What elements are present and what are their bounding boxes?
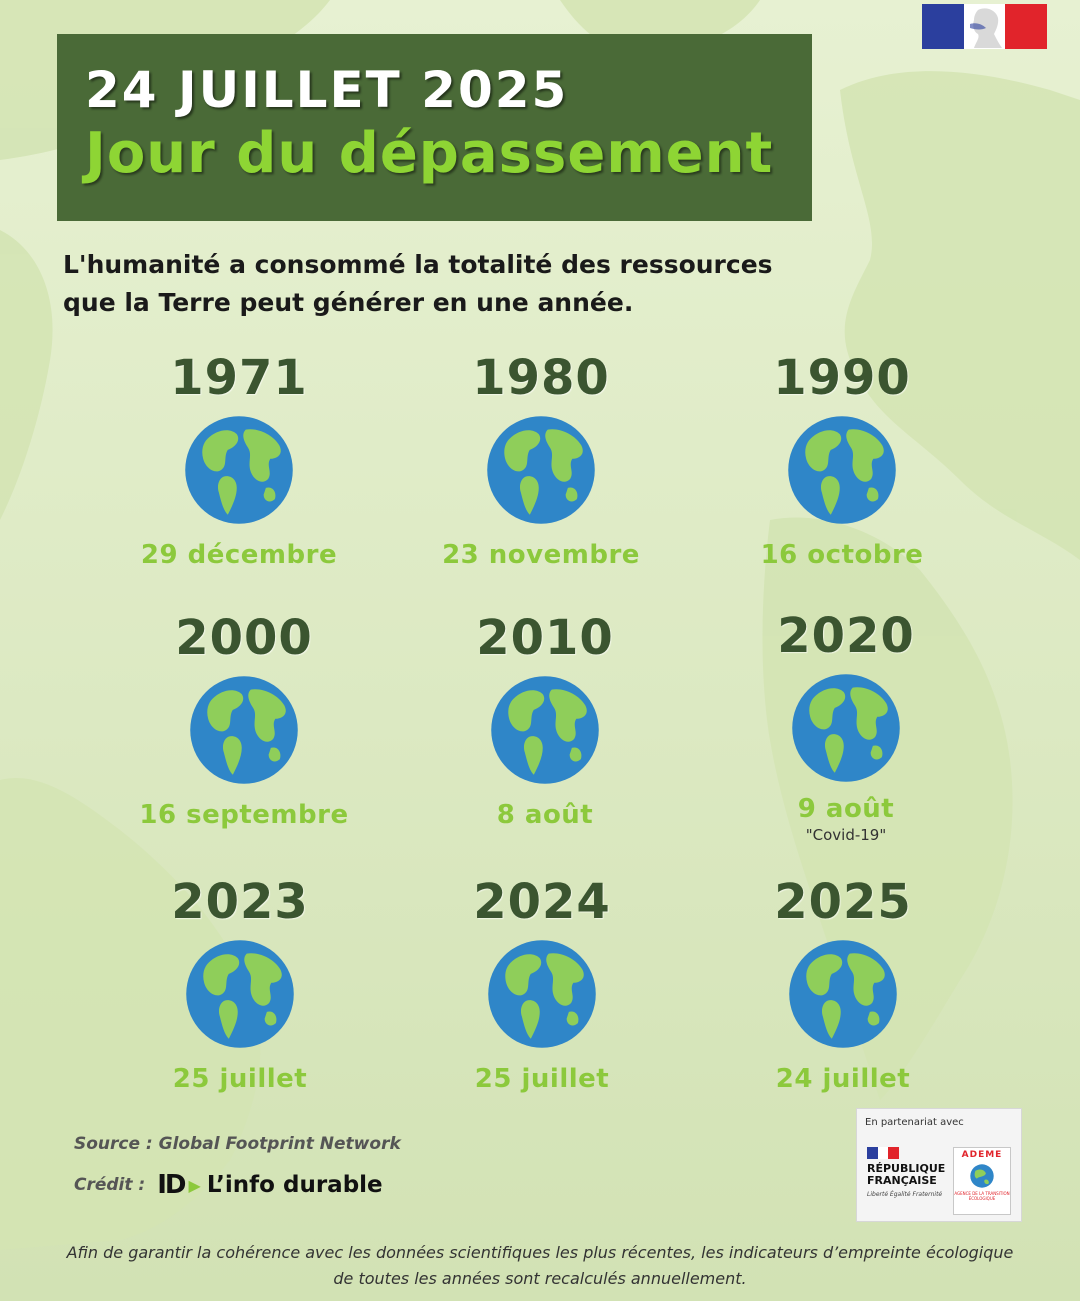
- republique-francaise-logo: [867, 1147, 951, 1198]
- timeline-item: [693, 874, 993, 1096]
- info-durable-logo-icon: [157, 1170, 382, 1200]
- globe-icon: [184, 938, 296, 1050]
- footnote-line-2: de toutes les années sont recalculés annuellement.: [333, 1269, 747, 1288]
- partner-lead: En partenariat avec: [865, 1117, 964, 1128]
- ademe-logo-icon: [953, 1147, 1011, 1215]
- ademe-name: ADEME: [961, 1150, 1003, 1160]
- intro-line-2: que la Terre peut générer en une année.: [63, 288, 634, 317]
- credit-label: Crédit :: [74, 1175, 146, 1195]
- overshoot-date: 29 décembre: [140, 540, 338, 570]
- ademe-subtitle: AGENCE DE LA TRANSITION ÉCOLOGIQUE: [954, 1191, 1010, 1201]
- overshoot-date: 16 septembre: [139, 800, 349, 830]
- credit-line: [74, 1170, 383, 1200]
- overshoot-date: 8 août: [496, 800, 594, 830]
- overshoot-date: 9 août: [797, 794, 895, 824]
- year-label: 2023: [171, 874, 309, 930]
- rf-line-2: FRANÇAISE: [867, 1174, 937, 1187]
- year-label: 2024: [473, 874, 611, 930]
- globe-icon: [790, 672, 902, 784]
- partner-box: [856, 1108, 1022, 1222]
- globe-icon: [787, 938, 899, 1050]
- rf-motto: Liberté Égalité Fraternité: [867, 1191, 943, 1198]
- intro-line-1: L'humanité a consommé la totalité des ressources: [63, 250, 773, 279]
- covid-note: "Covid-19": [805, 826, 887, 844]
- timeline-item: [391, 350, 691, 572]
- info-durable-brand: L’info durable: [206, 1172, 383, 1198]
- year-label: 2000: [175, 610, 313, 666]
- year-label: 2025: [774, 874, 912, 930]
- play-triangle-icon: ▶: [188, 1175, 201, 1195]
- timeline-item: [89, 350, 389, 572]
- footnote-line-1: Afin de garantir la cohérence avec les données scientifiques les plus récentes, les indicateurs d’empreinte écologique: [66, 1243, 1014, 1262]
- timeline-item: [696, 608, 996, 844]
- overshoot-date: 25 juillet: [474, 1064, 610, 1094]
- year-label: 1990: [773, 350, 911, 406]
- year-label: 2020: [777, 608, 915, 664]
- globe-icon: [786, 414, 898, 526]
- globe-icon: [183, 414, 295, 526]
- globe-icon: [486, 938, 598, 1050]
- globe-icon: [485, 414, 597, 526]
- ademe-globe-icon: [969, 1163, 995, 1189]
- year-label: 1980: [472, 350, 610, 406]
- timeline-item: [395, 610, 695, 832]
- overshoot-date: 16 octobre: [760, 540, 924, 570]
- timeline-item: [392, 874, 692, 1096]
- info-durable-mark: ID: [157, 1170, 185, 1200]
- source-text: Source : Global Footprint Network: [74, 1134, 401, 1154]
- overshoot-date: 24 juillet: [775, 1064, 911, 1094]
- timeline-item: [90, 874, 390, 1096]
- timeline-item: [94, 610, 394, 832]
- rf-line-1: RÉPUBLIQUE: [867, 1162, 946, 1175]
- overshoot-date: 25 juillet: [172, 1064, 308, 1094]
- footnote: [40, 1240, 1040, 1292]
- france-flag-icon: [867, 1147, 899, 1159]
- year-label: 1971: [170, 350, 308, 406]
- year-label: 2010: [476, 610, 614, 666]
- overshoot-date: 23 novembre: [442, 540, 640, 570]
- timeline-item: [692, 350, 992, 572]
- globe-icon: [489, 674, 601, 786]
- page-date: 24 JUILLET 2025: [85, 61, 569, 119]
- globe-icon: [188, 674, 300, 786]
- page-title: Jour du dépassement: [85, 121, 774, 186]
